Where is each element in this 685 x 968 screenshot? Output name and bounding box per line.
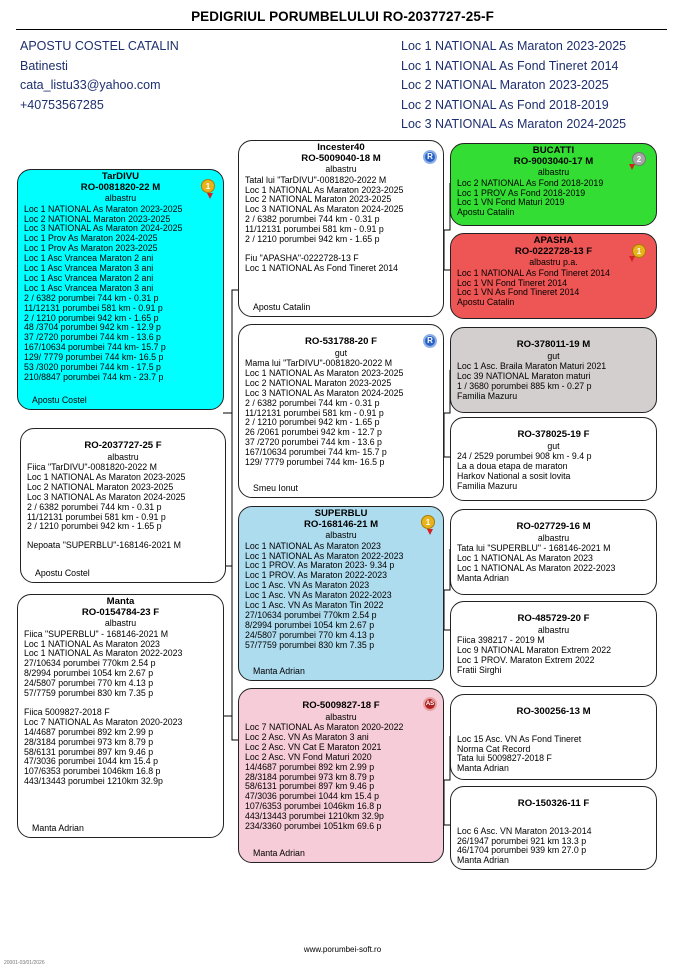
ring-number: RO-378011-19 M [516, 339, 591, 350]
pigeon-color: gut [547, 350, 560, 361]
pedigree-line: Loc 1 Prov As Maraton 2023-2025 [24, 243, 158, 254]
pedigree-line: 26/1947 porumbei 921 km 13.3 p [457, 835, 587, 846]
pedigree-line: 27/10634 porumbei 770km 2.54 p [24, 658, 156, 669]
pedigree-line: Loc 1 Prov As Maraton 2024-2025 [24, 233, 158, 244]
ring-number: RO-027729-16 M [516, 521, 591, 532]
as-award-icon: AS [423, 697, 437, 711]
pedigree-line: 58/6131 porumbei 897 km 9.46 p [245, 781, 375, 792]
pedigree-line: Loc 1 NATIONAL As Maraton 2023-2025 [27, 471, 186, 482]
pigeon-color: albastru p.a. [529, 257, 578, 268]
ribbon-icon [629, 256, 635, 262]
pedigree-line: 11/12131 porumbei 581 km - 0.91 p [245, 407, 384, 418]
pedigree-card-superblu[interactable] [238, 506, 444, 681]
pedigree-line: 14/4687 porumbei 892 km 2.99 p [24, 726, 154, 737]
pedigree-line: 2 / 6382 porumbei 744 km - 0.31 p [245, 214, 380, 225]
pedigree-lines [457, 452, 650, 492]
pedigree-line: 53 /3020 porumbei 744 km - 17.5 p [24, 362, 161, 373]
ribbon-icon [207, 193, 213, 199]
pedigree-line: Loc 1 Asc Vrancea Maraton 2 ani [24, 253, 154, 264]
pedigree-line: 47/3036 porumbei 1044 km 15.4 p [245, 791, 380, 802]
pedigree-line: Loc 2 NATIONAL Maraton 2023-2025 [245, 194, 392, 205]
pedigree-line: 47/3036 porumbei 1044 km 15.4 p [24, 756, 159, 767]
pedigree-line: 129/ 7779 porumbei 744 km- 16.5 p [245, 457, 385, 468]
pedigree-line: Loc 1 NATIONAL As Maraton 2023-2025 [245, 367, 404, 378]
pedigree-line: 107/6353 porumbei 1046km 16.8 p [245, 801, 382, 812]
pedigree-lines [457, 827, 650, 867]
pedigree-line: Loc 1 VN As Fond Tineret 2014 [457, 287, 580, 298]
pedigree-lines [24, 205, 217, 383]
pedigree-line: Loc 1 Asc. VN As Maraton 2023 [245, 580, 370, 591]
pedigree-line: 2 / 6382 porumbei 744 km - 0.31 p [27, 501, 162, 512]
pigeon-name: SUPERBLU [314, 508, 368, 519]
breeder-name: Manta Adrian [253, 848, 305, 859]
pedigree-line: 57/7759 porumbei 830 km 7.35 p [24, 688, 154, 699]
owner-title: Loc 1 NATIONAL As Fond Tineret 2014 [401, 58, 619, 73]
pedigree-line: Loc 1 NATIONAL As Maraton 2023 [245, 540, 381, 551]
pedigree-line: 58/6131 porumbei 897 km 9.46 p [24, 746, 154, 757]
gold-medal-icon: 1 [421, 515, 435, 529]
pedigree-card-apasha[interactable] [450, 233, 657, 319]
pedigree-line: Loc 2 Asc. VN Cat E Maraton 2021 [245, 741, 382, 752]
pedigree-card-bucatti[interactable] [450, 143, 657, 226]
pedigree-line: Loc 3 NATIONAL As Maraton 2024-2025 [245, 387, 404, 398]
pedigree-line: Loc 1 NATIONAL As Fond Tineret 2014 [245, 262, 399, 273]
pedigree-line: Loc 1 VN Fond Tineret 2014 [457, 277, 568, 288]
silver-medal-icon: 2 [632, 152, 646, 166]
pedigree-line: 24/5807 porumbei 770 km 4.13 p [24, 678, 154, 689]
pedigree-line: 2 / 6382 porumbei 744 km - 0.31 p [24, 292, 159, 303]
pedigree-line: 37 /2720 porumbei 744 km - 13.6 p [24, 332, 161, 343]
pigeon-name: APASHA [533, 235, 574, 246]
pigeon-color: albastru [104, 618, 137, 629]
owner-title: Loc 3 NATIONAL As Maraton 2024-2025 [401, 117, 627, 132]
ring-number: RO-0154784-23 F [81, 606, 160, 618]
ring-number: RO-5009827-18 F [302, 700, 380, 711]
pedigree-line: Loc 6 Asc. VN Maraton 2013-2014 [457, 825, 592, 836]
pedigree-line: 234/3360 porumbei 1051km 69.6 p [245, 821, 382, 832]
pedigree-line: Apostu Catalin [457, 207, 515, 218]
pedigree-line: Tata lui "SUPERBLU" - 168146-2021 M [457, 543, 611, 553]
pedigree-line: Loc 1 Asc. VN As Maraton 2022-2023 [245, 590, 392, 601]
breeder-name: Manta Adrian [253, 666, 305, 677]
pedigree-line: 107/6353 porumbei 1046km 16.8 p [24, 766, 161, 777]
pedigree-line: Tatal lui "TarDIVU"-0081820-2022 M [245, 174, 387, 185]
registered-icon: R [423, 334, 437, 348]
owner-email: cata_listu33@yahoo.com [20, 78, 161, 93]
pedigree-line: Loc 1 VN Fond Maturi 2019 [457, 197, 565, 208]
pedigree-card-tardivu[interactable] [17, 169, 224, 410]
pedigree-line: Loc 1 NATIONAL As Maraton 2022-2023 [24, 648, 183, 659]
ribbon-icon [427, 529, 433, 535]
pedigree-line: 443/13443 porumbei 1210km 32.9p [24, 776, 163, 787]
pedigree-lines [457, 362, 650, 402]
pedigree-line: Loc 1 NATIONAL As Maraton 2022-2023 [457, 562, 616, 573]
pedigree-line: 14/4687 porumbei 892 km 2.99 p [245, 761, 375, 772]
pedigree-line: Loc 2 NATIONAL As Fond 2018-2019 [457, 177, 604, 188]
pedigree-line: Loc 2 NATIONAL Maraton 2023-2025 [24, 213, 171, 224]
pedigree-line: Loc 1 PROV As Fond 2018-2019 [457, 187, 586, 198]
pedigree-line: 443/13443 porumbei 1210km 32.9p [245, 811, 384, 822]
pedigree-line: Loc 7 NATIONAL As Maraton 2020-2023 [24, 716, 183, 727]
page-title: PEDIGRIUL PORUMBELULUI RO-2037727-25-F [191, 9, 494, 24]
pedigree-line: Fiica 398217 - 2019 M [457, 635, 545, 645]
pedigree-line: Loc 2 Asc. VN As Maraton 3 ani [245, 731, 369, 742]
owner-phone: +40753567285 [20, 97, 104, 112]
pedigree-line: Loc 1 NATIONAL As Maraton 2023 [457, 552, 593, 563]
pedigree-line: 11/12131 porumbei 581 km - 0.91 p [27, 511, 166, 522]
pedigree-card-027729[interactable] [450, 509, 657, 595]
pedigree-line: Loc 9 NATIONAL Maraton Extrem 2022 [457, 644, 612, 655]
pedigree-line: 8/2994 porumbei 1054 km 2.67 p [245, 619, 375, 630]
pedigree-card-5009827[interactable] [238, 688, 444, 863]
pedigree-card-manta[interactable] [17, 594, 224, 838]
pedigree-line: 48 /3704 porumbei 942 km - 12.9 p [24, 322, 161, 333]
pedigree-line: Loc 1 PROV. As Maraton 2022-2023 [245, 570, 387, 581]
pedigree-line: 46/1704 porumbei 939 km 27.0 p [457, 845, 587, 856]
pedigree-line: Manta Adrian [457, 763, 509, 774]
pedigree-line: Nepoata "SUPERBLU"-168146-2021 M [27, 540, 181, 551]
pedigree-line: 28/3184 porumbei 973 km 8.79 p [24, 736, 154, 747]
pedigree-line: Loc 2 NATIONAL Maraton 2023-2025 [27, 481, 174, 492]
pedigree-line: Apostu Catalin [457, 297, 515, 308]
pedigree-line: Loc 1 Asc Vrancea Maraton 3 ani [24, 282, 154, 293]
pedigree-line: Loc 39 NATIONAL Maraton maturi [457, 370, 591, 381]
pedigree-line: 210/8847 porumbei 744 km - 23.7 p [24, 372, 164, 382]
pedigree-line: 2 / 1210 porumbei 942 km - 1.65 p [24, 312, 159, 323]
pigeon-name: BUCATTI [532, 145, 575, 156]
pedigree-line: Norma Cat Record [457, 743, 531, 754]
pedigree-line: Loc 1 PROV. As Maraton 2023- 9.34 p [245, 560, 395, 571]
pedigree-card-incester40[interactable] [238, 140, 444, 317]
pigeon-color: gut [334, 347, 348, 358]
ring-number: RO-5009040-18 M [301, 152, 381, 164]
ring-number: RO-378025-19 F [517, 429, 590, 440]
pedigree-line: 24 / 2529 porumbei 908 km - 9.4 p [457, 451, 592, 461]
pedigree-line: Loc 3 NATIONAL As Maraton 2024-2025 [27, 491, 186, 502]
pedigree-line: 11/12131 porumbei 581 km - 0.91 p [24, 302, 163, 313]
pedigree-line: 129/ 7779 porumbei 744 km- 16.5 p [24, 352, 164, 363]
pedigree-line: Loc 1 NATIONAL As Maraton 2023-2025 [245, 184, 404, 195]
gold-medal-icon: 1 [632, 244, 646, 258]
pedigree-line: Loc 1 PROV. Maraton Extrem 2022 [457, 654, 595, 665]
pedigree-line: Loc 15 Asc. VN As Fond Tineret [457, 733, 582, 744]
pigeon-color: albastru [537, 532, 570, 543]
pedigree-line: Loc 1 NATIONAL As Maraton 2023-2025 [24, 203, 183, 214]
pedigree-lines [245, 723, 437, 832]
ring-number: RO-2037727-25 F [84, 440, 162, 451]
pigeon-color: albastru [325, 530, 357, 541]
registered-icon: R [423, 150, 437, 164]
pigeon-name: Manta [106, 596, 135, 607]
owner-name: APOSTU COSTEL CATALIN [20, 39, 179, 53]
pedigree-line: Harkov National a sosit lovita [457, 470, 571, 481]
breeder-name: Apostu Costel [35, 568, 90, 579]
ring-number: RO-0222728-13 F [514, 245, 593, 257]
pedigree-lines [457, 179, 650, 219]
pigeon-name: Incester40 [317, 142, 365, 153]
pedigree-line: Loc 1 Asc. Braila Maraton Maturi 2021 [457, 361, 607, 371]
pedigree-line: Fiu "APASHA"-0222728-13 F [245, 252, 359, 263]
pedigree-line: Loc 1 Asc Vrancea Maraton 2 ani [24, 272, 154, 283]
pedigree-lines [457, 636, 650, 676]
pedigree-line: 24/5807 porumbei 770 km 4.13 p [245, 629, 375, 640]
ring-number: RO-531788-20 F [305, 336, 377, 347]
pedigree-line: Manta Adrian [457, 572, 509, 583]
pedigree-line: 2 / 1210 porumbei 942 km - 1.65 p [245, 234, 380, 245]
pedigree-line: 28/3184 porumbei 973 km 8.79 p [245, 771, 375, 782]
pedigree-line: Familia Mazuru [457, 480, 518, 491]
pedigree-lines [245, 176, 437, 274]
pigeon-color: albastru [537, 624, 570, 635]
pedigree-line: Fiica "SUPERBLU" - 168146-2021 M [24, 628, 169, 639]
pedigree-lines [457, 735, 650, 775]
pedigree-line: Mama lui "TarDIVU"-0081820-2022 M [245, 358, 393, 368]
ring-number: RO-300256-13 M [516, 706, 591, 717]
breeder-name: Apostu Catalin [253, 302, 311, 313]
pedigree-lines [245, 542, 437, 651]
pedigree-lines [27, 463, 219, 551]
pedigree-line: 167/10634 porumbei 744 km- 15.7 p [245, 447, 387, 458]
pedigree-line: 2 / 6382 porumbei 744 km - 0.31 p [245, 397, 380, 408]
pedigree-line: 8/2994 porumbei 1054 km 2.67 p [24, 668, 154, 679]
pedigree-line: Loc 1 NATIONAL As Maraton 2023 [24, 638, 160, 649]
pigeon-color: albastru [325, 711, 357, 722]
gold-medal-icon: 1 [201, 179, 215, 193]
pedigree-line: 26 /2061 porumbei 942 km - 12.7 p [245, 427, 382, 438]
pedigree-line: Manta Adrian [457, 855, 509, 866]
owner-title: Loc 2 NATIONAL As Fond 2018-2019 [401, 97, 609, 112]
ribbon-icon [629, 164, 635, 170]
pedigree-line: Loc 3 NATIONAL As Maraton 2024-2025 [24, 223, 183, 234]
pedigree-lines [457, 269, 650, 309]
pedigree-line: Loc 1 Asc. VN As Maraton Tin 2022 [245, 600, 384, 611]
pigeon-name: TarDIVU [101, 171, 140, 182]
ring-number: RO-9003040-17 M [513, 155, 594, 167]
pedigree-line: 1 / 3680 porumbei 885 km - 0.27 p [457, 380, 592, 391]
breeder-name: Apostu Costel [32, 395, 87, 406]
pedigree-line: 2 / 1210 porumbei 942 km - 1.65 p [27, 521, 162, 532]
pedigree-card-subject[interactable] [20, 428, 226, 583]
breeder-name: Manta Adrian [32, 823, 84, 834]
pigeon-color: albastru [325, 164, 357, 175]
ring-number: RO-150326-11 F [517, 798, 590, 809]
pedigree-line: La a doua etapa de maraton [457, 460, 568, 471]
pedigree-lines [245, 359, 437, 468]
pigeon-color: albastru [104, 193, 137, 204]
footer-url: www.porumbei-soft.ro [303, 945, 382, 954]
pedigree-line: 2 / 1210 porumbei 942 km - 1.65 p [245, 417, 380, 428]
pigeon-color: albastru [537, 167, 570, 178]
pedigree-line: Fiica 5009827-2018 F [24, 706, 110, 717]
pedigree-line: Fratii Sirghi [457, 664, 502, 675]
ring-number: RO-168146-21 M [303, 518, 379, 530]
pedigree-line: Loc 1 NATIONAL As Maraton 2022-2023 [245, 550, 404, 561]
owner-title: Loc 1 NATIONAL As Maraton 2023-2025 [401, 39, 627, 53]
pigeon-color: albastru [107, 451, 139, 462]
pedigree-line: 57/7759 porumbei 830 km 7.35 p [245, 639, 375, 650]
page-stamp: 20001-03/01/2026 [4, 960, 45, 966]
pedigree-line: Loc 1 NATIONAL As Fond Tineret 2014 [457, 267, 611, 278]
pedigree-line: 37 /2720 porumbei 744 km - 13.6 p [245, 437, 382, 448]
pedigree-line: Loc 2 Asc. VN Fond Maturi 2020 [245, 751, 372, 762]
pedigree-card-531788[interactable] [238, 324, 444, 498]
pedigree-card-300256[interactable] [450, 694, 657, 780]
pedigree-line: Familia Mazuru [457, 390, 518, 401]
pedigree-card-485729[interactable] [450, 601, 657, 687]
pedigree-card-150326[interactable] [450, 786, 657, 870]
pedigree-line: 27/10634 porumbei 770km 2.54 p [245, 609, 377, 620]
pedigree-lines [457, 544, 650, 584]
pedigree-line: Loc 7 NATIONAL As Maraton 2020-2022 [245, 722, 404, 732]
ring-number: RO-485729-20 F [517, 613, 590, 624]
pedigree-line: 167/10634 porumbei 744 km- 15.7 p [24, 342, 166, 353]
pedigree-line: Loc 2 NATIONAL Maraton 2023-2025 [245, 377, 392, 388]
pedigree-line: Tata lui 5009827-2018 F [457, 753, 552, 764]
pedigree-card-378011[interactable] [450, 327, 657, 413]
pigeon-color: gut [547, 440, 560, 451]
pedigree-line: Loc 1 Asc Vrancea Maraton 3 ani [24, 263, 154, 274]
pedigree-line: 11/12131 porumbei 581 km - 0.91 p [245, 224, 384, 235]
owner-city: Batinesti [20, 58, 68, 73]
pedigree-line: Fiica "TarDIVU"-0081820-2022 M [27, 462, 157, 472]
pedigree-lines [24, 630, 217, 788]
owner-title: Loc 2 NATIONAL Maraton 2023-2025 [401, 78, 609, 93]
pedigree-line: Loc 3 NATIONAL As Maraton 2024-2025 [245, 204, 404, 215]
ring-number: RO-0081820-22 M [80, 181, 161, 193]
pedigree-card-378025[interactable] [450, 417, 657, 501]
breeder-name: Smeu Ionut [253, 483, 298, 494]
